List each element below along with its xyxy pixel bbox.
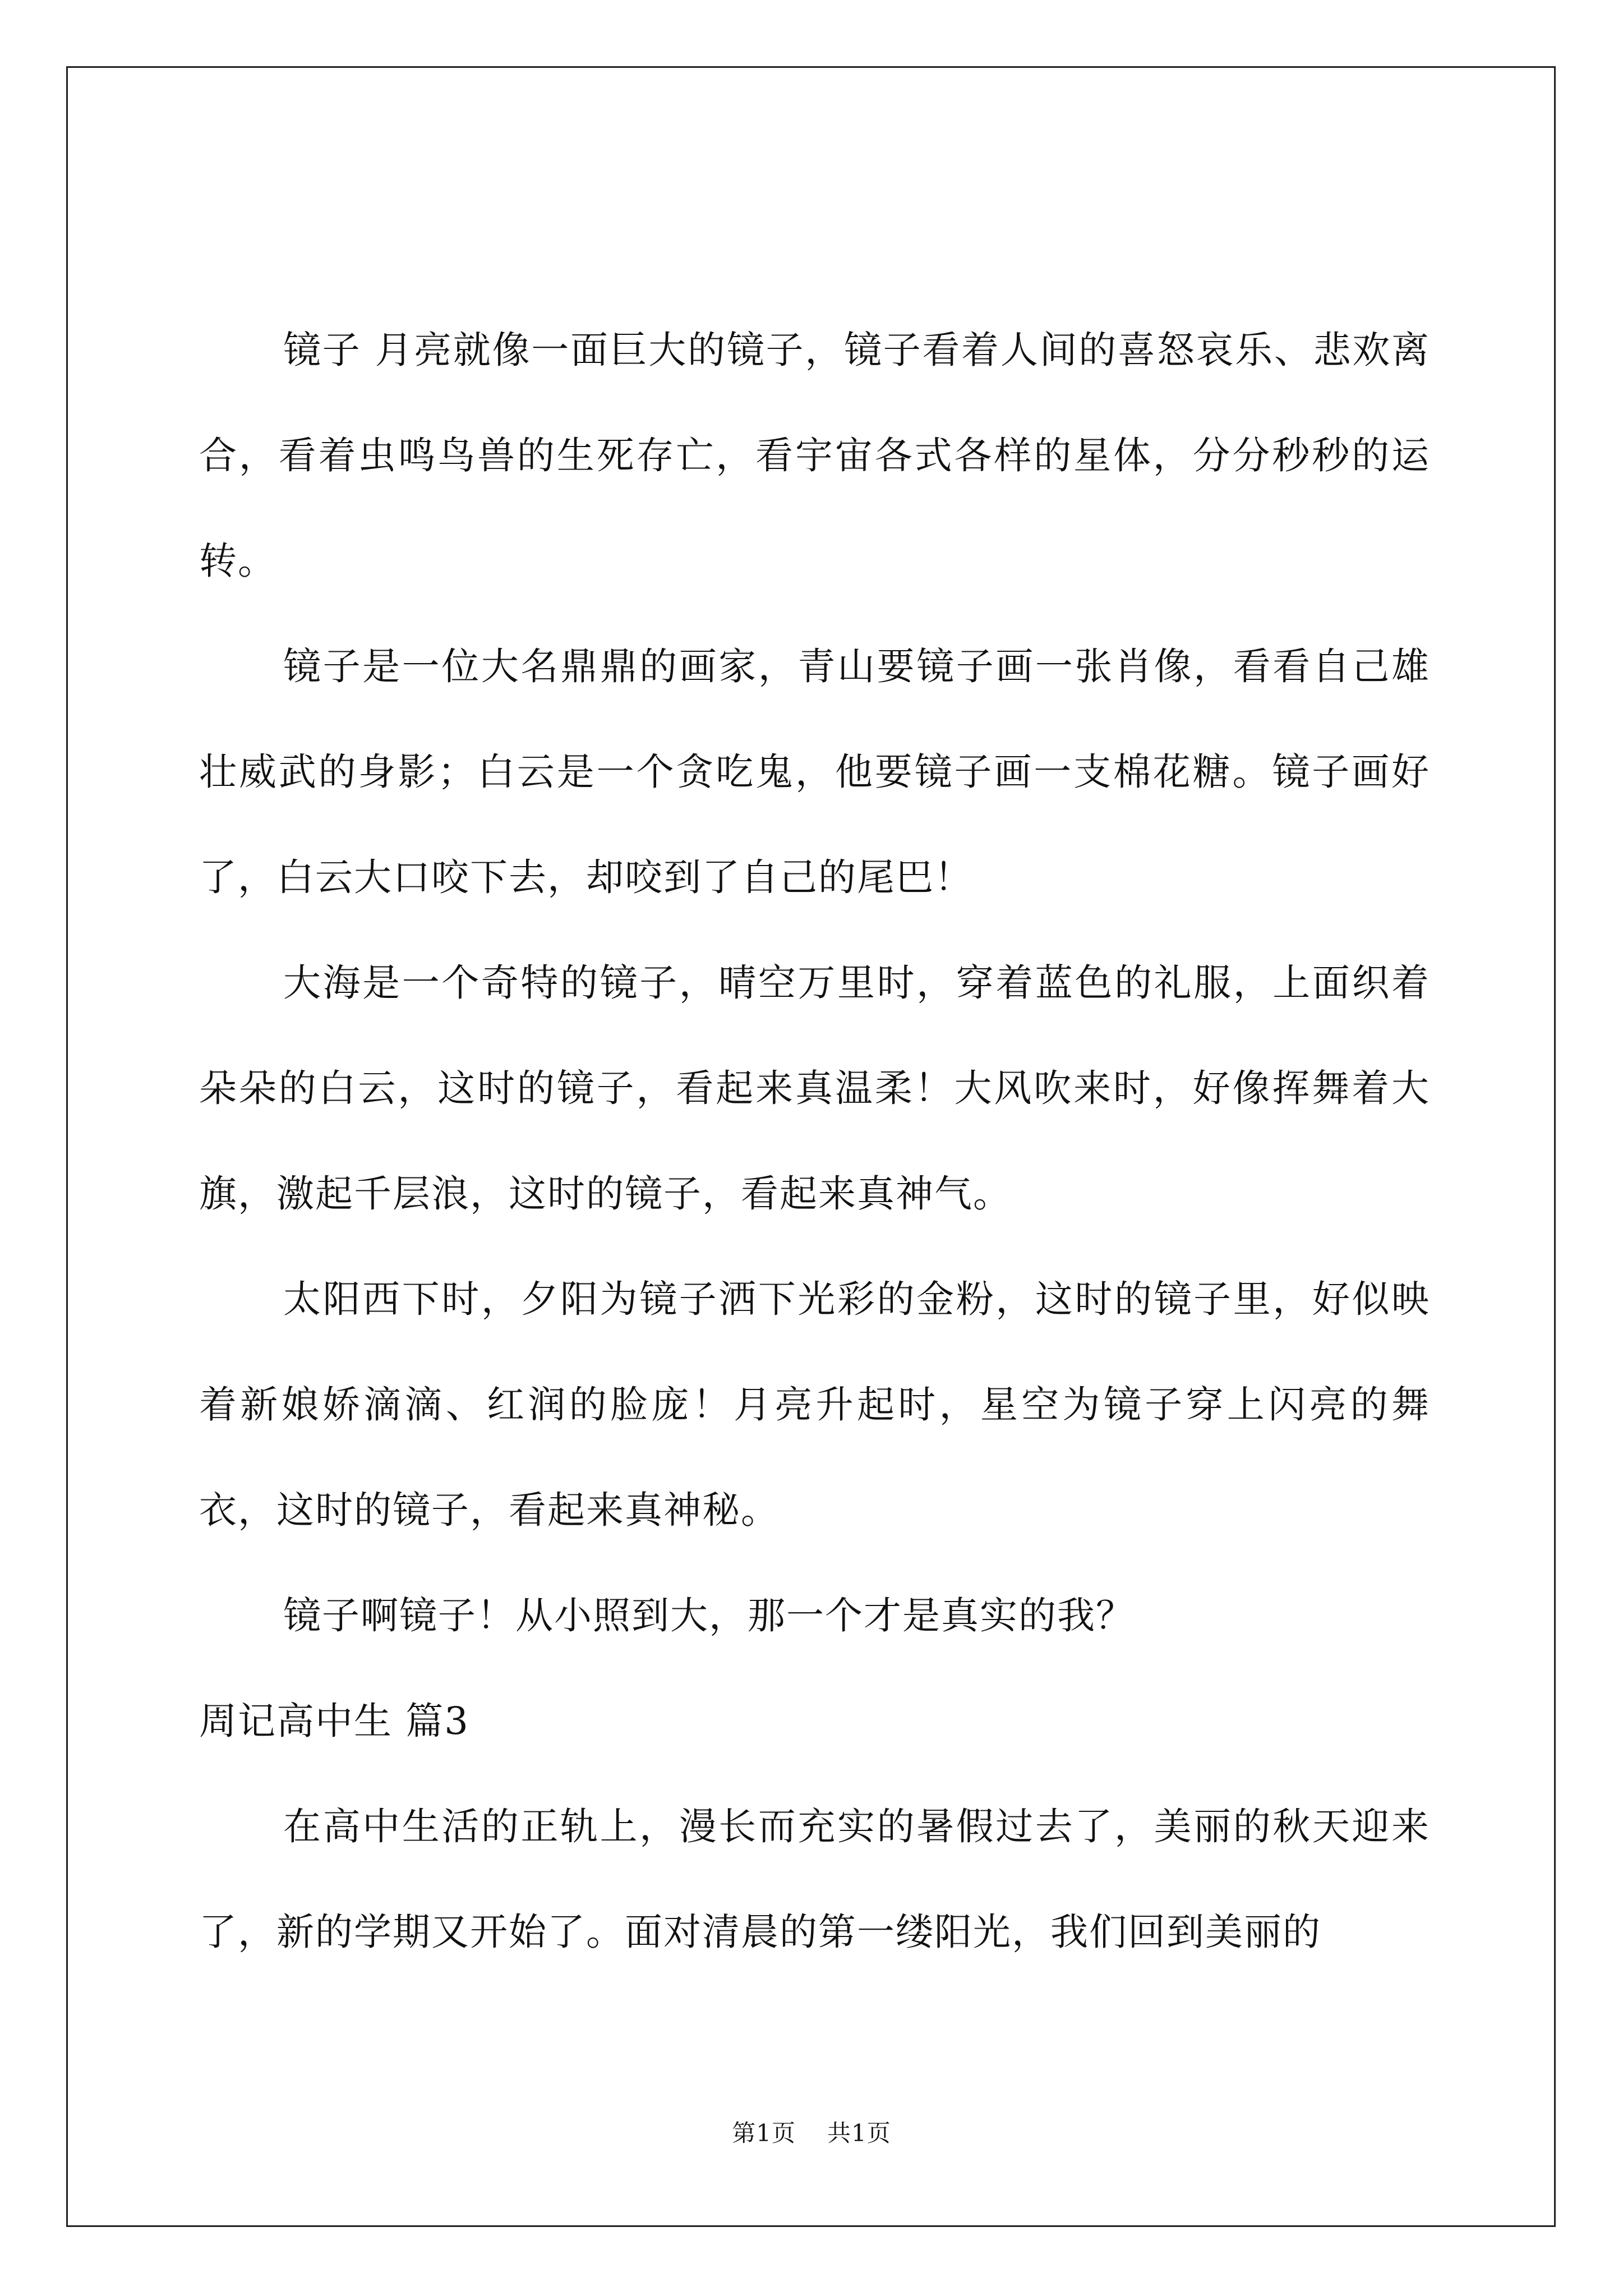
page-footer <box>0 2115 1623 2148</box>
paragraph-mirror-sea: 大海是一个奇特的镜子，晴空万里时，穿着蓝色的礼服，上面织着朵朵的白云，这时的镜子，看起来真温柔！大风吹来时，好像挥舞着大旗，激起千层浪，这时的镜子，看起来真神气。 <box>199 961 1430 1216</box>
paragraph-mirror-closing: 镜子啊镜子！从小照到大，那一个才是真实的我？ <box>283 1594 1135 1637</box>
paragraph-mirror-sunset: 太阳西下时，夕阳为镜子洒下光彩的金粉，这时的镜子里，好似映着新娘娇滴滴、红润的脸庞！月亮升起时，星空为镜子穿上闪亮的舞衣，这时的镜子，看起来真神秘。 <box>199 1277 1430 1532</box>
document-body <box>199 297 1430 1985</box>
page-number: 第1页 <box>732 2119 796 2147</box>
page-total: 共1页 <box>827 2119 891 2147</box>
paragraph-mirror-painter: 镜子是一位大名鼎鼎的画家，青山要镜子画一张肖像，看看自己雄壮威武的身影；白云是一个贪吃鬼，他要镜子画一支棉花糖。镜子画好了，白云大口咬下去，却咬到了自己的尾巴！ <box>199 645 1430 899</box>
paragraph-mirror-moon: 镜子 月亮就像一面巨大的镜子，镜子看着人间的喜怒哀乐、悲欢离合，看着虫鸣鸟兽的生死存亡，看宇宙各式各样的星体，分分秒秒的运转。 <box>199 328 1430 583</box>
section-heading: 周记高中生 篇3 <box>199 1699 469 1743</box>
paragraph-high-school: 在高中生活的正轨上，漫长而充实的暑假过去了，美丽的秋天迎来了，新的学期又开始了。面对清晨的第一缕阳光，我们回到美丽的 <box>199 1805 1430 1954</box>
